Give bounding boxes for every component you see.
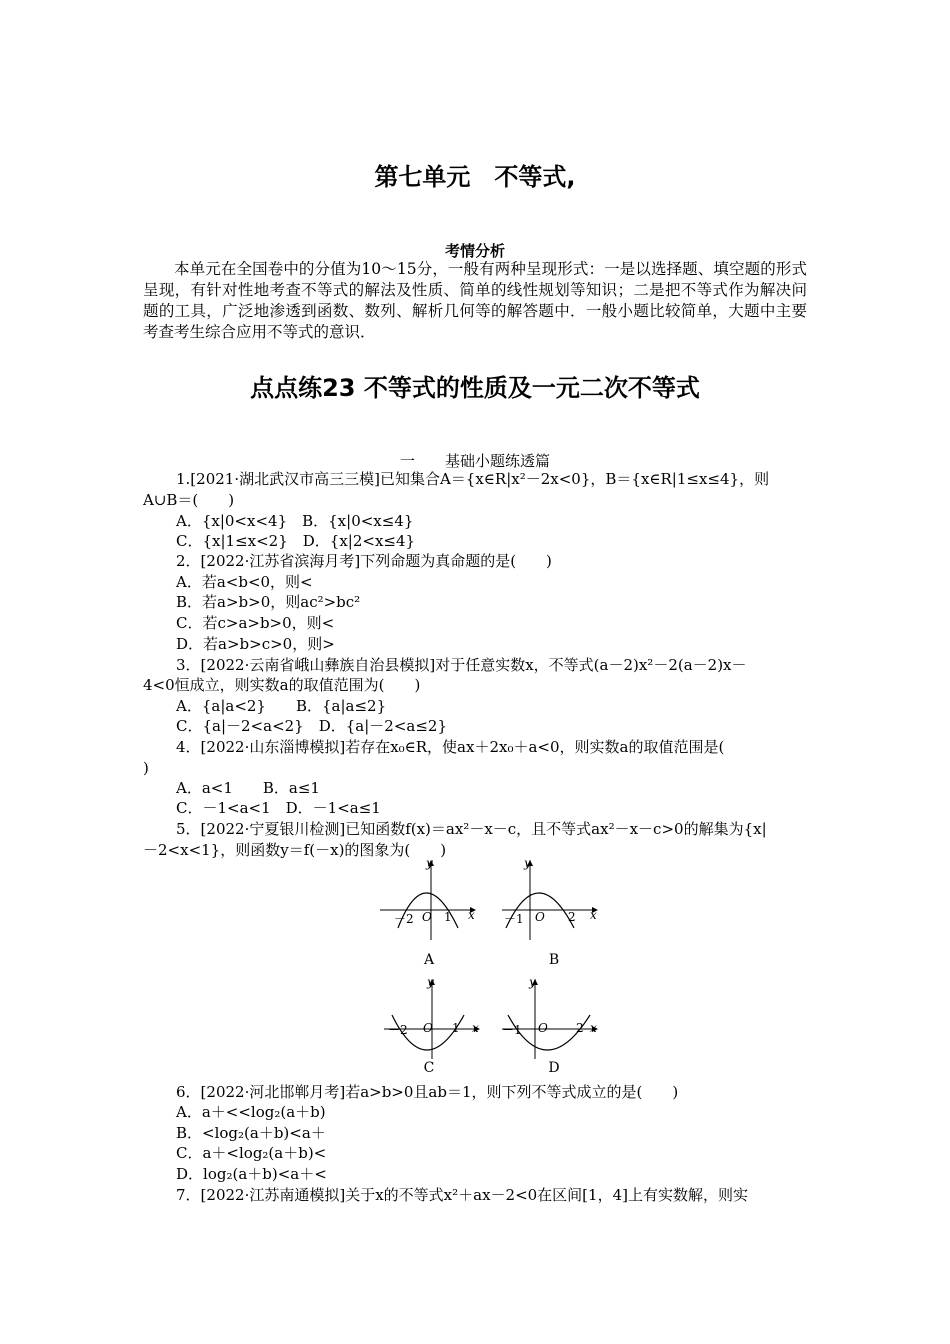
q1-stem-line2: A∪B＝( ): [143, 491, 235, 509]
y-label: y: [426, 856, 433, 870]
q7-stem: 7．[2022·江苏南通模拟]关于x的不等式x²＋ax－2<0在区间[1，4]上有实数解，则实: [176, 1186, 748, 1204]
q6-stem: 6．[2022·河北邯郸月考]若a>b>0且ab＝1，则下列不等式成立的是( ): [176, 1083, 679, 1101]
left-tick: －1: [502, 1023, 522, 1037]
graph-d: [500, 977, 600, 1062]
q5-stem-line1: 5．[2022·宁夏银川检测]已知函数f(x)＝ax²－x－c，且不等式ax²－x－c>0的解集为{x|: [176, 820, 767, 838]
unit-title: 第七单元 不等式,: [374, 163, 576, 191]
right-tick: 1: [444, 910, 452, 924]
q3-options-ab: A．{a|a<2} B．{a|a≤2}: [176, 697, 387, 715]
right-tick: 2: [568, 910, 576, 924]
section-heading: [0, 450, 950, 471]
section-number: 一: [399, 452, 415, 470]
right-tick: 1: [452, 1021, 460, 1035]
q2-option-d: D．若a>b>c>0，则>: [176, 635, 335, 653]
graph-a-label: A: [423, 952, 435, 968]
right-tick: 2: [576, 1021, 584, 1035]
q4-stem-line1: 4．[2022·山东淄博模拟]若存在x₀∈R，使ax＋2x₀＋a<0，则实数a的取值范围是(: [176, 738, 725, 756]
q6-option-b: B．<log₂(a＋b)<a＋: [176, 1124, 326, 1142]
q4-options-cd: C．－1<a<1 D．－1<a≤1: [176, 799, 381, 817]
q3-options-cd: C．{a|－2<a<2} D．{a|－2<a≤2}: [176, 717, 448, 735]
q3-stem-line1: 3．[2022·云南省峨山彝族自治县模拟]对于任意实数x，不等式(a－2)x²－2(a－2)x－: [176, 656, 747, 674]
x-label: x: [472, 1021, 479, 1035]
q1-stem-line1: 1.[2021·湖北武汉市高三三模]已知集合A＝{x∈R|x²－2x<0}，B＝{x∈R|1≤x≤4}，则: [176, 470, 770, 488]
graph-b-label: B: [548, 952, 560, 968]
q6-option-a: A．a＋<<log₂(a＋b): [176, 1103, 326, 1121]
origin-label: O: [538, 1021, 548, 1035]
practice-title: 点点练23 不等式的性质及一元二次不等式: [250, 374, 700, 402]
origin-label: O: [535, 910, 545, 924]
q2-option-c: C．若c>a>b>0，则<: [176, 614, 335, 632]
left-tick: －2: [388, 1023, 408, 1037]
section-label: 基础小题练透篇: [445, 452, 551, 470]
graph-d-label: D: [548, 1060, 560, 1076]
q1-options-cd: C．{x|1≤x<2} D．{x|2<x≤4}: [176, 532, 416, 550]
origin-label: O: [422, 910, 432, 924]
y-label: y: [529, 975, 536, 989]
q3-stem-line2: 4<0恒成立，则实数a的取值范围为( ): [143, 676, 421, 694]
origin-label: O: [423, 1021, 433, 1035]
q5-stem-line2: －2<x<1}，则函数y＝f(－x)的图象为( ): [143, 841, 447, 859]
x-label: x: [590, 908, 597, 922]
q4-options-ab: A．a<1 B．a≤1: [176, 779, 320, 797]
x-label: x: [590, 1021, 597, 1035]
analysis-paragraph: 本单元在全国卷中的分值为10～15分，一般有两种呈现形式：一是以选择题、填空题的形式呈现，有针对性地考查不等式的解法及性质、简单的线性规划等知识；二是把不等式作为解决问题的工具，广泛地渗透到函数、数列、解析几何等的解答题中．一般小题比较简单，大题中主要考查考生综合应用不等式的意识．: [143, 260, 807, 341]
analysis-heading: 考情分析: [444, 242, 505, 260]
graph-c-label: C: [423, 1060, 435, 1076]
graph-c: [382, 977, 482, 1062]
q4-stem-line2: ): [143, 759, 149, 777]
q2-option-a: A．若a<b<0，则<: [176, 573, 313, 591]
graph-b: [500, 858, 600, 943]
q2-stem: 2．[2022·江苏省滨海月考]下列命题为真命题的是( ): [176, 552, 552, 570]
q1-options-ab: A．{x|0<x<4} B．{x|0<x≤4}: [176, 512, 414, 530]
q6-option-d: D．log₂(a＋b)<a＋<: [176, 1165, 327, 1183]
graph-a: [378, 858, 478, 943]
left-tick: －1: [504, 912, 524, 926]
left-tick: －2: [394, 912, 414, 926]
y-label: y: [427, 975, 434, 989]
q2-option-b: B．若a>b>0，则ac²>bc²: [176, 593, 361, 611]
q6-option-c: C．a＋<log₂(a＋b)<: [176, 1144, 327, 1162]
x-label: x: [468, 908, 475, 922]
y-label: y: [524, 856, 531, 870]
